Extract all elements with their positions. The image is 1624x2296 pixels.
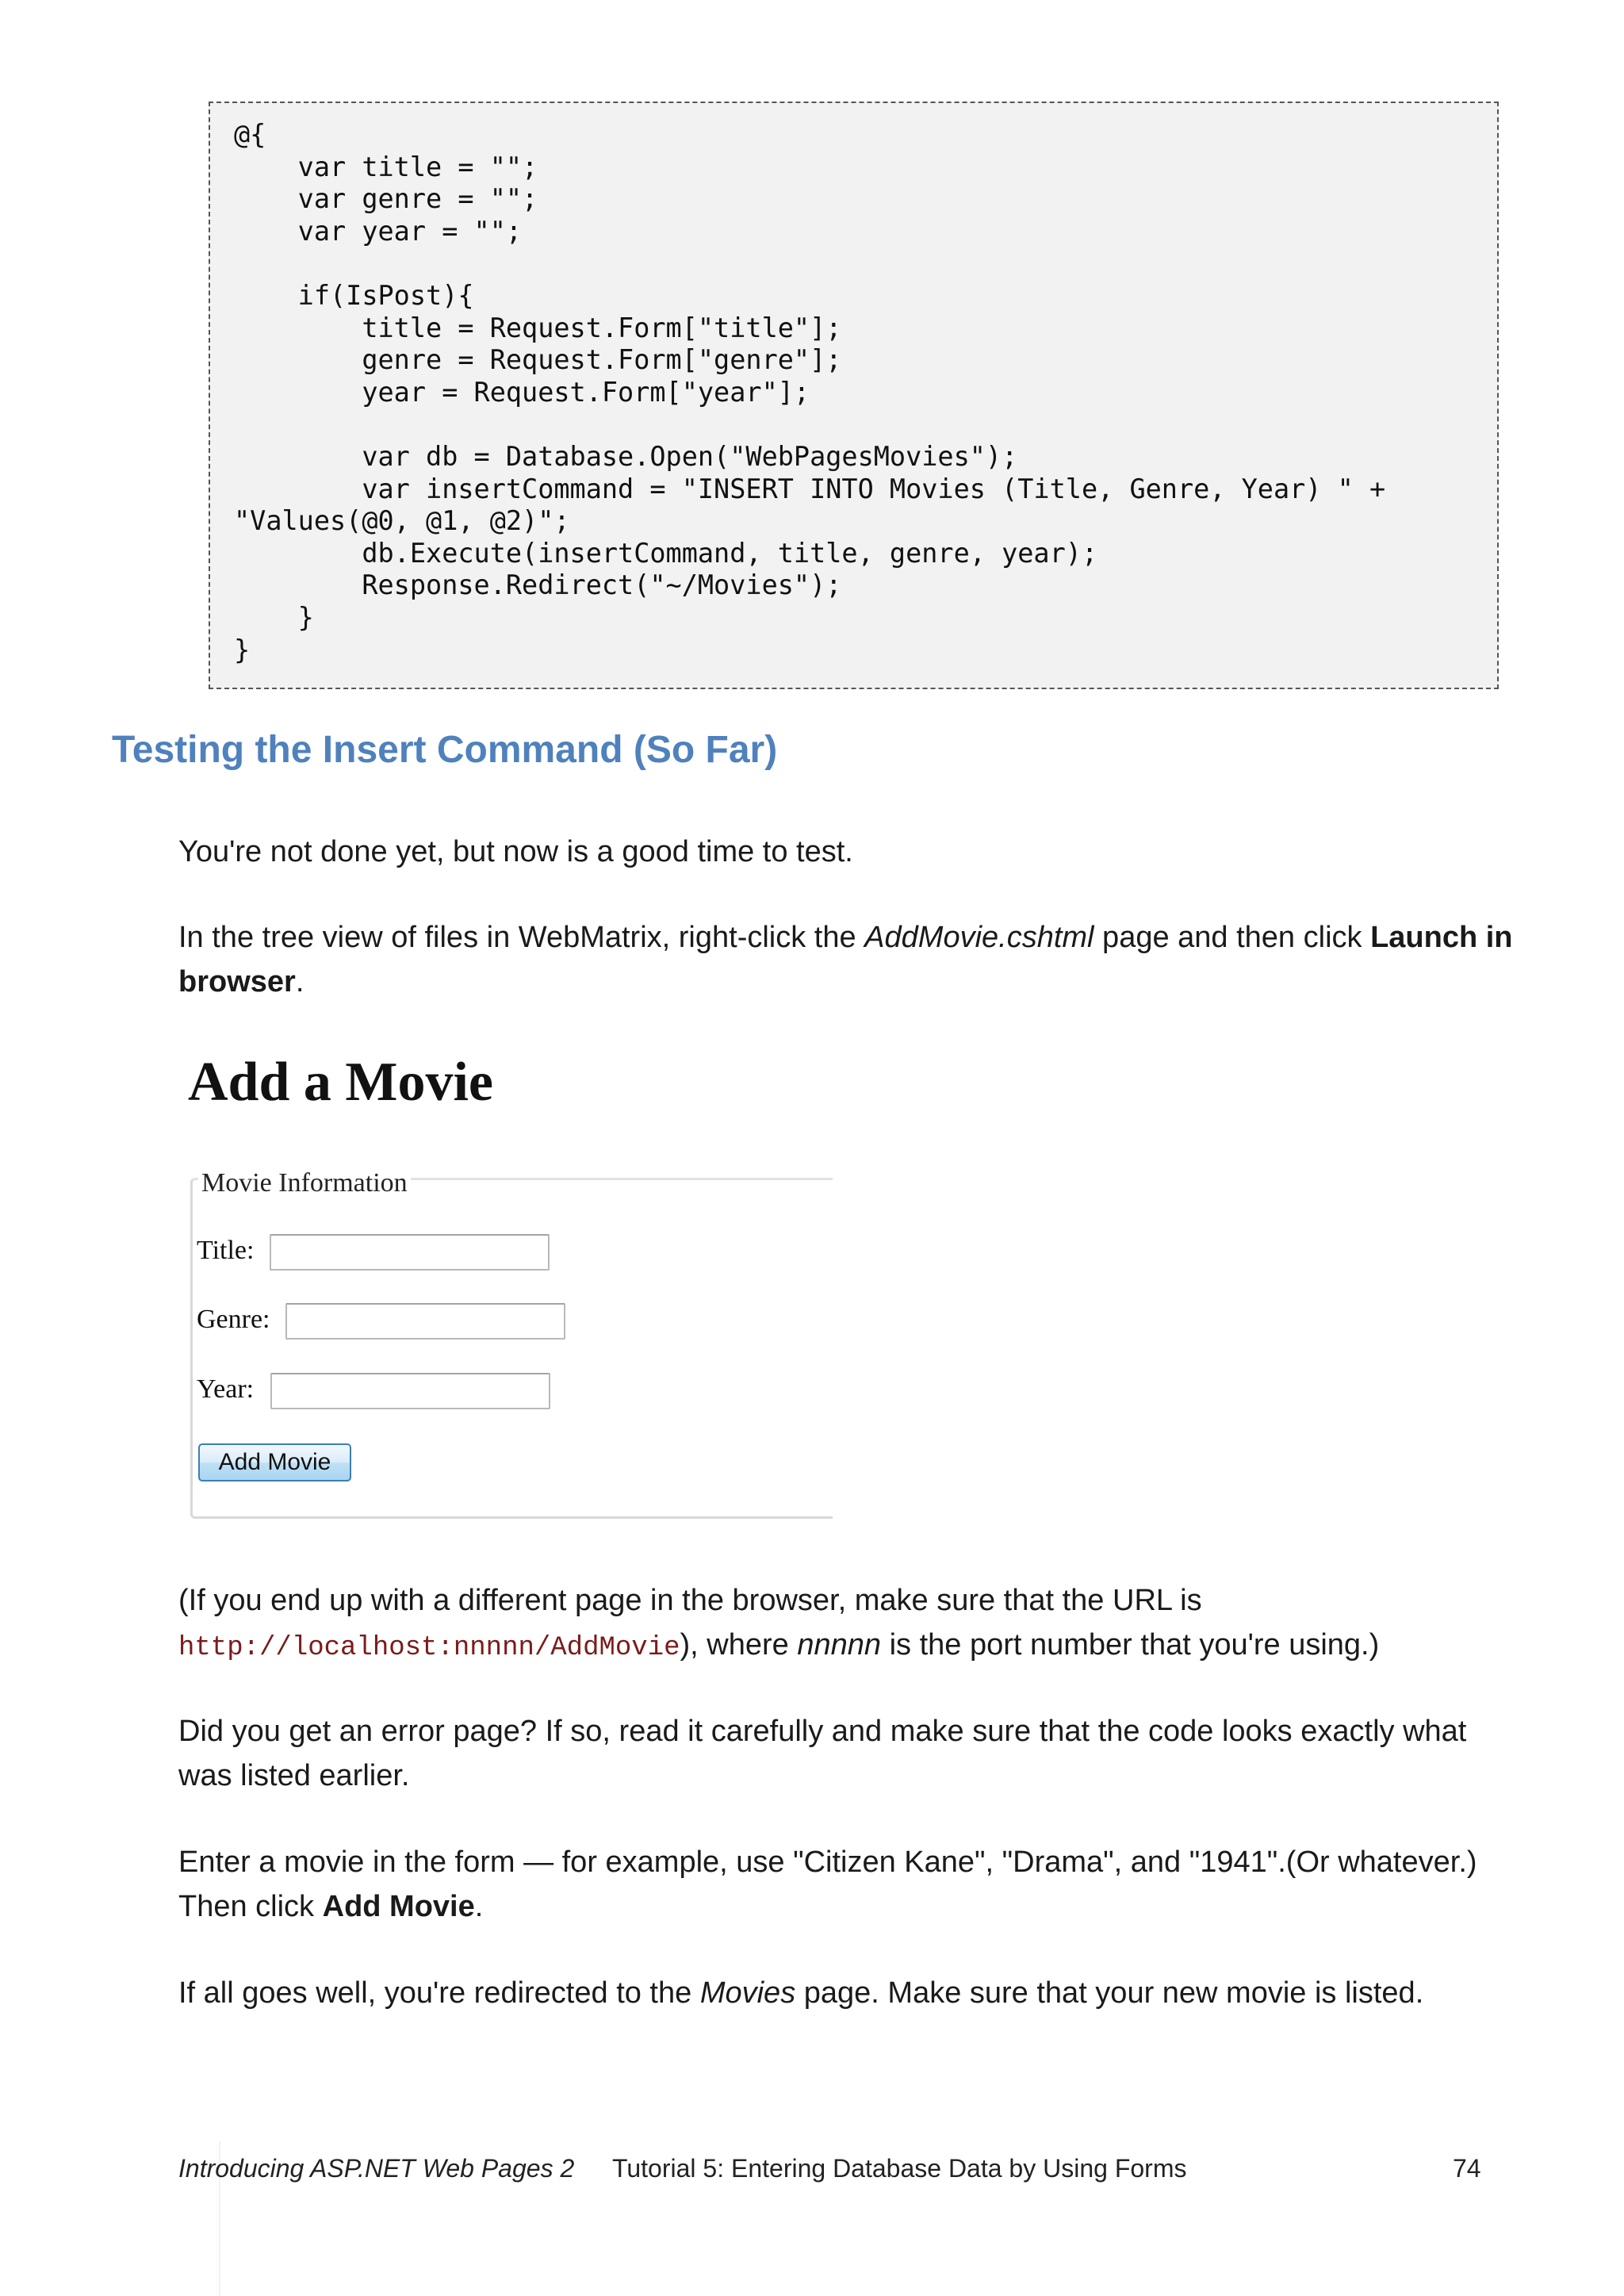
add-movie-button[interactable]: Add Movie [198,1443,351,1481]
add-movie-screenshot [181,1051,839,1527]
title-input[interactable] [270,1234,550,1271]
movies-page-text: Movies [699,1976,796,2010]
paragraph-enter-movie: Enter a movie in the form — for example, use "Citizen Kane", "Drama", and "1941".(Or whatever.) Then click Add Movie. [178,1846,1477,1923]
code-listing [209,102,1499,689]
filename-text: AddMovie.cshtml [864,921,1094,954]
title-label: Title: [197,1236,255,1265]
footer-chapter-title: Tutorial 5: Entering Database Data by Using Forms [612,2154,1187,2183]
paragraph-intro: You're not done yet, but now is a good time to test. [178,835,853,868]
launch-command-text: Launch in browser [178,921,1513,999]
footer-book-title: Introducing ASP.NET Web Pages 2 [178,2154,575,2183]
add-movie-command-text: Add Movie [322,1890,475,1923]
genre-input[interactable] [285,1303,565,1340]
section-heading: Testing the Insert Command (So Far) [112,729,778,771]
port-placeholder-text: nnnnn [797,1628,882,1662]
year-input[interactable] [270,1373,550,1409]
year-label: Year: [197,1374,255,1404]
fieldset-legend: Movie Information [198,1168,411,1198]
paragraph-launch: In the tree view of files in WebMatrix, right-click the AddMovie.cshtml page and then click Launch in browser. [178,921,1513,999]
paragraph-redirect: If all goes well, you're redirected to the Movies page. Make sure that your new movie is listed. [178,1976,1424,2010]
paragraph-error-check: Did you get an error page? If so, read it carefully and make sure that the code looks exactly what was listed earlier. [178,1715,1467,1792]
footer-page-number: 74 [1453,2154,1481,2183]
url-text: http://localhost:nnnnn/AddMovie [178,1633,680,1663]
form-page-title: Add a Movie [188,1052,493,1113]
code-text: @{ var title = ""; var genre = ""; var year = ""; if(IsPost){ title = Request.Form["title"]; genre = Request.Form["genre"]; year = Request.Form["year"]; var db = Database.Open("WebPagesMovies"); var insertCommand = "INSERT INTO Movies (Title, Genre, Year) " + "Values(@0, @1, @2)"; db.Execute(insertCommand, title, genre, year); Response.Redirect("~/Movies"); } } [234,119,1386,665]
paragraph-url-note: (If you end up with a different page in the browser, make sure that the URL is http://localhost:nnnnn/AddMovie), where nnnnn is the port number that you're using.) [178,1584,1380,1663]
genre-label: Genre: [197,1305,270,1334]
